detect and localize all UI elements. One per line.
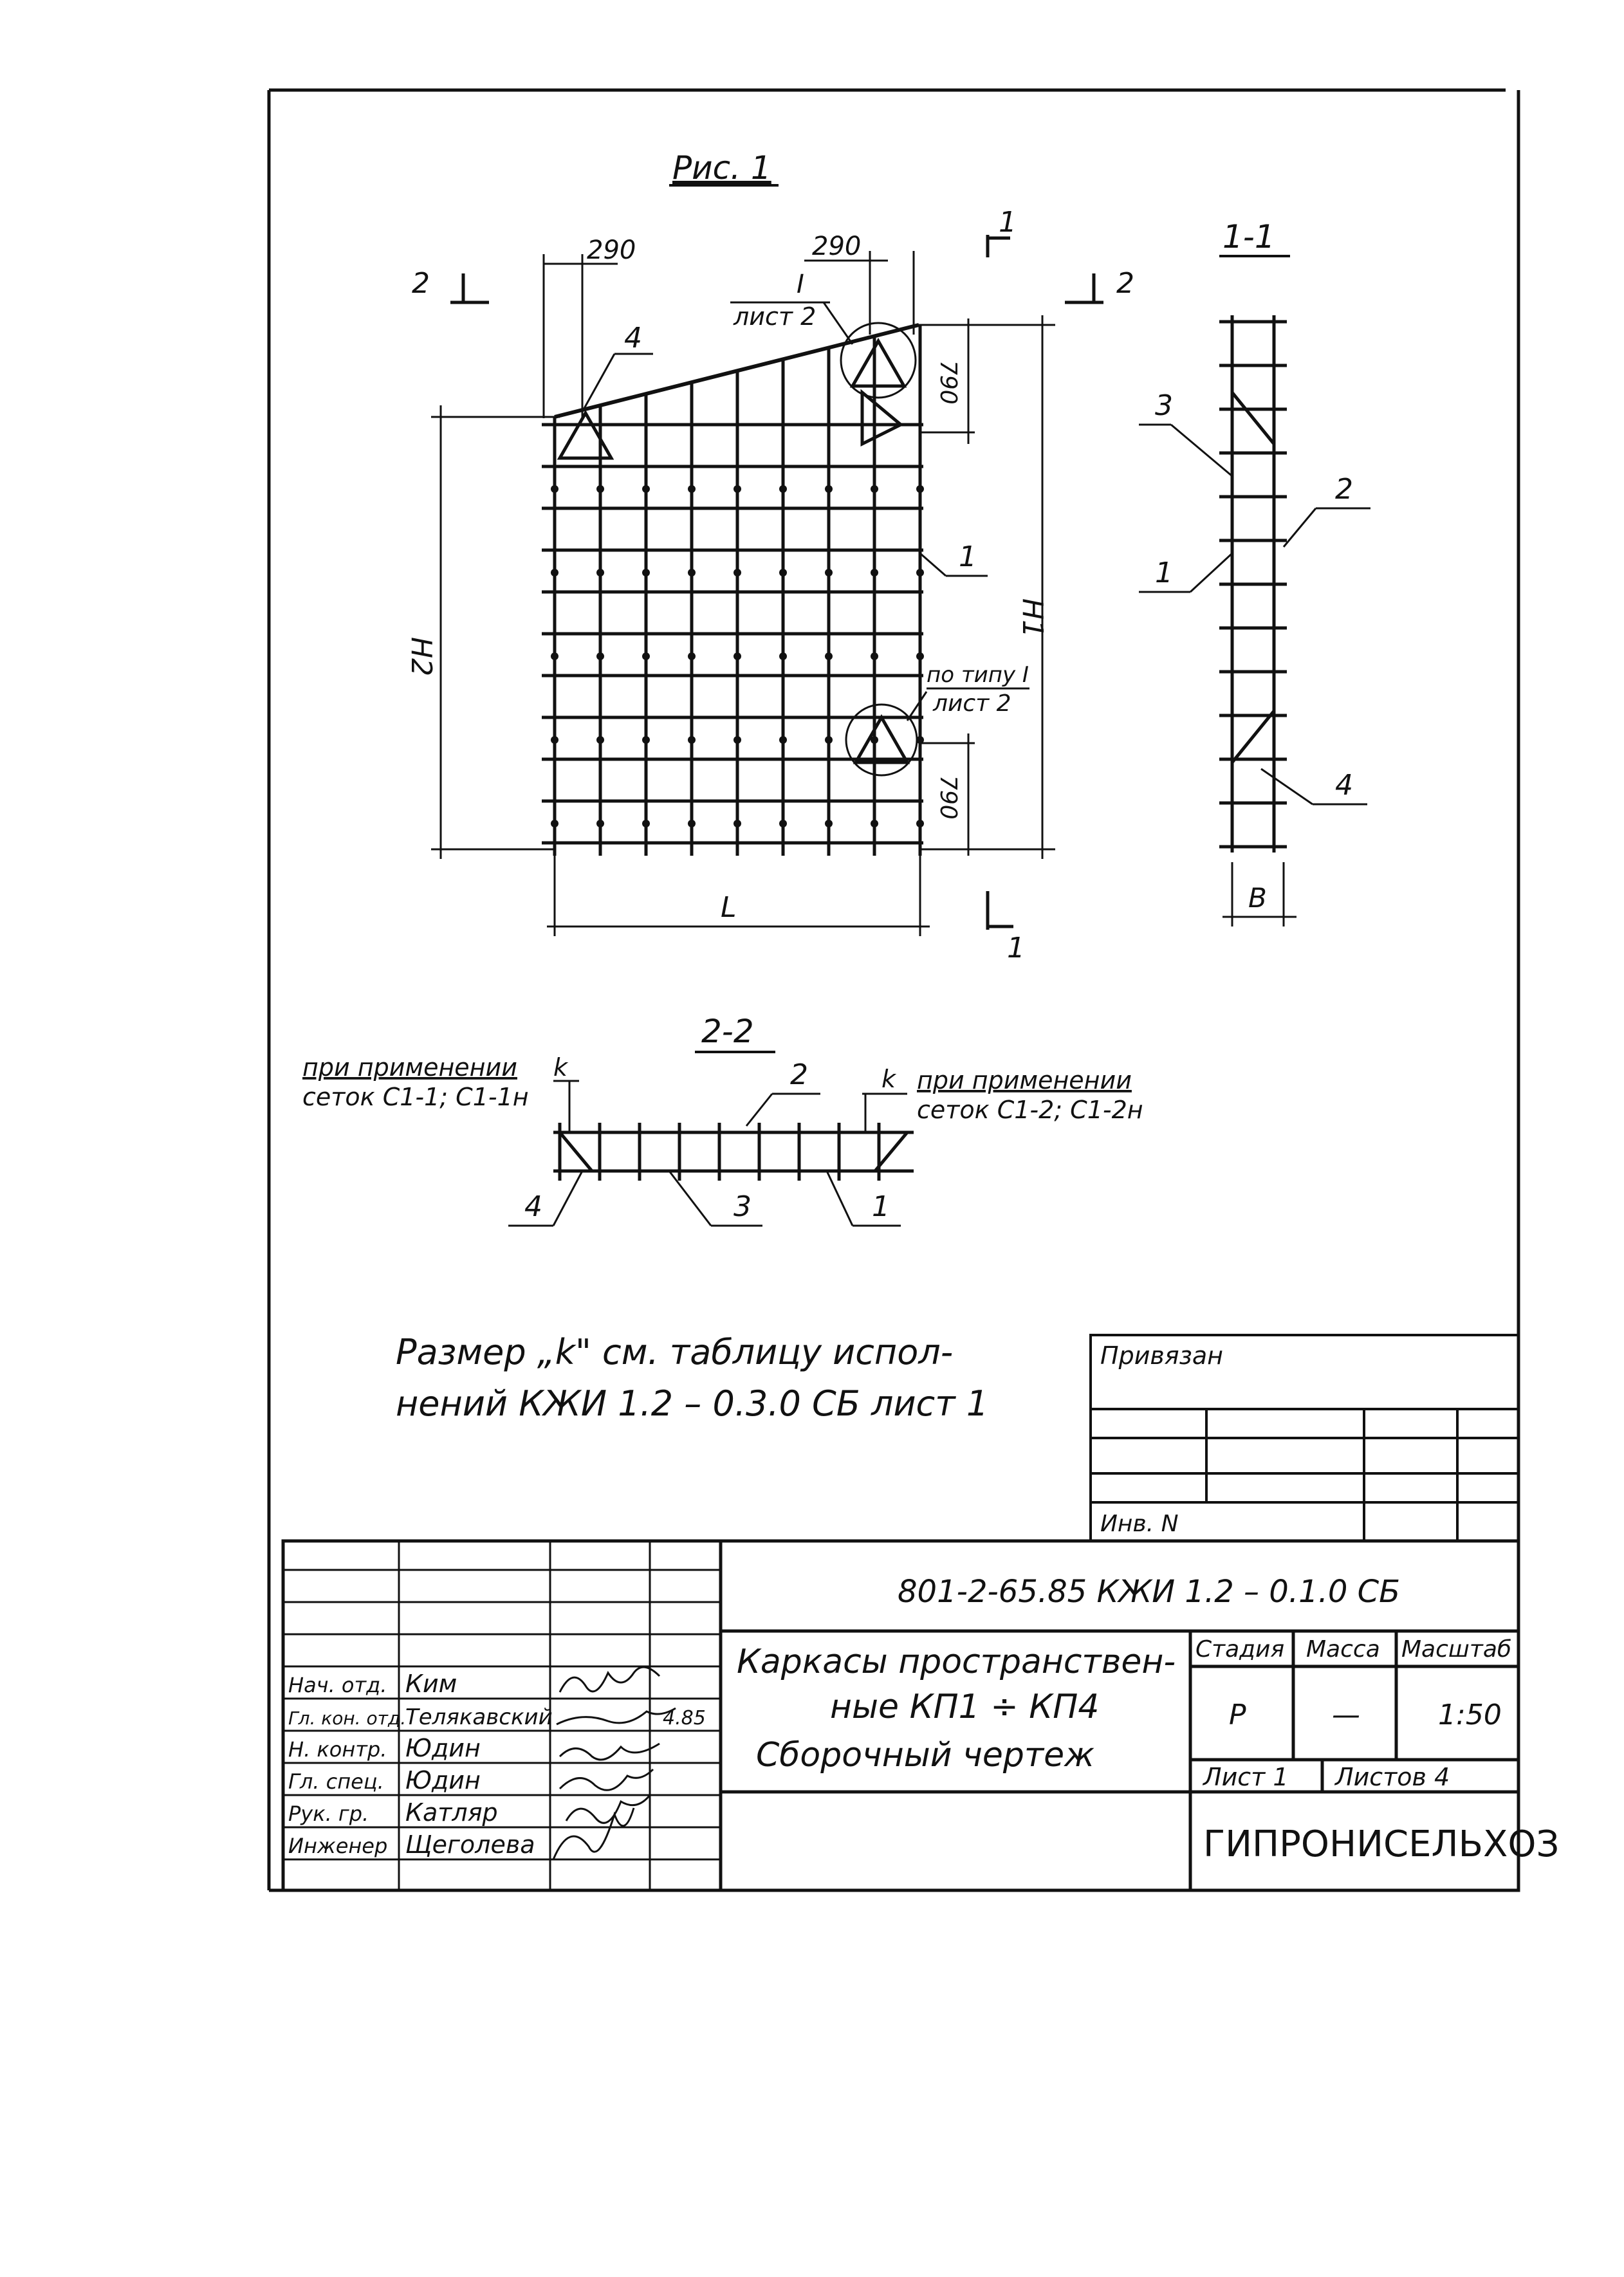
role-4: Рук. гр. bbox=[288, 1802, 369, 1826]
figure-pos-4: 4 bbox=[624, 322, 642, 355]
privyazan-title: Привязан bbox=[1100, 1341, 1223, 1370]
role-5: Инженер bbox=[288, 1834, 388, 1858]
signoff-date: 4.85 bbox=[663, 1707, 706, 1729]
mesh-weld-point bbox=[779, 820, 787, 827]
organisation: ГИПРОНИСЕЛЬХОЗ bbox=[1203, 1823, 1560, 1865]
dimension-290-right bbox=[804, 251, 914, 335]
mesh-weld-point bbox=[596, 485, 604, 493]
callout-by-type: по типу I bbox=[927, 662, 1029, 688]
mesh-weld-point bbox=[642, 736, 650, 744]
mesh-weld-point bbox=[551, 820, 558, 827]
mesh-weld-point bbox=[779, 736, 787, 744]
section-1-1-pos-3: 3 bbox=[1155, 389, 1173, 422]
dimension-l bbox=[547, 856, 930, 936]
section-2-2-title: 2-2 bbox=[701, 1013, 754, 1050]
sheet-frame bbox=[269, 90, 1518, 1890]
label-h2: H2 bbox=[405, 637, 438, 677]
role-3: Гл. спец. bbox=[288, 1769, 384, 1794]
figure-title: Рис. 1 bbox=[672, 149, 771, 187]
mesh-weld-point bbox=[825, 569, 833, 576]
mesh-weld-point bbox=[596, 736, 604, 744]
mesh-weld-point bbox=[596, 820, 604, 827]
doc-code: 801-2-65.85 КЖИ 1.2 – 0.1.0 СБ bbox=[898, 1574, 1401, 1610]
name-4: Катляр bbox=[405, 1798, 498, 1827]
mesh-weld-point bbox=[642, 820, 650, 827]
drawing-name-line-3: Сборочный чертеж bbox=[756, 1736, 1094, 1775]
mesh-weld-point bbox=[642, 485, 650, 493]
figure-pos-1: 1 bbox=[959, 540, 977, 573]
mesh-weld-point bbox=[825, 485, 833, 493]
corner-bracket-left bbox=[560, 413, 611, 458]
section-1-mark-top: 1 bbox=[999, 206, 1017, 239]
corner-bracket-bottom bbox=[856, 717, 907, 762]
stage-value: Р bbox=[1229, 1699, 1246, 1731]
section-cut-2-2-marks bbox=[450, 273, 1103, 302]
mass-header: Масса bbox=[1306, 1636, 1380, 1663]
dim-290-left: 290 bbox=[587, 235, 636, 265]
mesh-weld-point bbox=[916, 820, 924, 827]
mesh-weld-point bbox=[688, 652, 696, 660]
section-1-1-pos-2: 2 bbox=[1335, 473, 1353, 506]
name-5: Щеголева bbox=[405, 1830, 535, 1859]
section-2-2-ladder bbox=[553, 1123, 914, 1181]
role-1: Гл. кон. отд. bbox=[288, 1708, 407, 1729]
callout-by-type-sheet: лист 2 bbox=[933, 690, 1011, 717]
note-line-2: нений КЖИ 1.2 – 0.3.0 СБ лист 1 bbox=[396, 1383, 989, 1424]
section-2-2-right-note-1: при применении bbox=[917, 1066, 1132, 1094]
mesh-weld-point bbox=[642, 569, 650, 576]
mesh-weld-point bbox=[779, 485, 787, 493]
section-2-2-right-note-2: сеток С1-2; С1-2н bbox=[917, 1096, 1143, 1124]
privyazan-inv: Инв. N bbox=[1100, 1511, 1179, 1537]
mesh-weld-point bbox=[916, 569, 924, 576]
dim-290-right: 290 bbox=[812, 232, 862, 261]
name-2: Юдин bbox=[405, 1734, 481, 1762]
dim-790-bottom: 790 bbox=[935, 775, 961, 820]
mesh-weld-point bbox=[825, 820, 833, 827]
scale-header: Масштаб bbox=[1401, 1636, 1512, 1663]
corner-bracket-right-mid bbox=[862, 392, 901, 444]
section-1-mark-bottom: 1 bbox=[1007, 932, 1025, 964]
mesh-weld-point bbox=[642, 652, 650, 660]
section-2-2-pos-4: 4 bbox=[524, 1190, 542, 1223]
drawing-name-line-1: Каркасы пространствен- bbox=[737, 1643, 1176, 1681]
mesh-weld-point bbox=[734, 820, 741, 827]
mesh-weld-point bbox=[596, 569, 604, 576]
mesh-weld-point bbox=[688, 485, 696, 493]
mesh-weld-point bbox=[779, 569, 787, 576]
section-2-2-k-right: k bbox=[881, 1065, 896, 1093]
section-1-1-title: 1-1 bbox=[1223, 218, 1275, 255]
name-1: Телякавский bbox=[405, 1704, 553, 1730]
mesh-weld-point bbox=[688, 569, 696, 576]
dimension-h2 bbox=[431, 405, 560, 859]
mesh-weld-point bbox=[596, 652, 604, 660]
mesh-weld-point bbox=[825, 736, 833, 744]
mesh-weld-point bbox=[871, 569, 878, 576]
mesh-weld-point bbox=[916, 485, 924, 493]
mesh-weld-point bbox=[916, 652, 924, 660]
sheets-total: Листов 4 bbox=[1335, 1763, 1450, 1791]
label-h1: H1 bbox=[1016, 598, 1049, 638]
section-2-2-pos-2: 2 bbox=[790, 1058, 808, 1091]
scale-value: 1:50 bbox=[1438, 1699, 1502, 1731]
section-2-2-k-left: k bbox=[553, 1053, 568, 1082]
section-2-mark-right: 2 bbox=[1116, 267, 1134, 300]
mesh-weld-point bbox=[734, 569, 741, 576]
callout-detail-i: I bbox=[797, 270, 804, 299]
section-2-2-pos-3: 3 bbox=[734, 1190, 752, 1223]
mesh-weld-point bbox=[734, 652, 741, 660]
label-l: L bbox=[721, 891, 737, 924]
dimension-h1 bbox=[914, 315, 1055, 859]
section-cut-1-1-marks bbox=[988, 235, 1013, 930]
mesh-weld-point bbox=[551, 485, 558, 493]
section-2-mark-left: 2 bbox=[412, 267, 430, 300]
mesh-weld-point bbox=[825, 652, 833, 660]
drawing-name-line-2: ные КП1 ÷ КП4 bbox=[830, 1688, 1100, 1726]
name-3: Юдин bbox=[405, 1766, 481, 1794]
dimension-290-left bbox=[544, 254, 618, 418]
section-1-1-pos-4: 4 bbox=[1335, 769, 1353, 802]
mesh-weld-point bbox=[551, 652, 558, 660]
mesh-weld-point bbox=[688, 820, 696, 827]
name-0: Ким bbox=[405, 1670, 457, 1698]
stage-header: Стадия bbox=[1195, 1636, 1285, 1663]
role-2: Н. контр. bbox=[288, 1737, 387, 1762]
mesh-weld-point bbox=[734, 485, 741, 493]
section-1-1-ladder bbox=[1219, 315, 1287, 853]
mesh-weld-point bbox=[871, 820, 878, 827]
role-0: Нач. отд. bbox=[288, 1673, 387, 1697]
section-2-2-pos-1: 1 bbox=[872, 1190, 890, 1223]
mesh-weld-point bbox=[688, 736, 696, 744]
corner-bracket-right-top bbox=[853, 341, 904, 386]
mesh-weld-point bbox=[551, 569, 558, 576]
section-2-2-left-note-1: при применении bbox=[302, 1053, 517, 1082]
section-1-1-label-b: B bbox=[1248, 882, 1267, 914]
sheet-number: Лист 1 bbox=[1203, 1763, 1289, 1791]
mesh-weld-point bbox=[734, 736, 741, 744]
dim-790-top: 790 bbox=[935, 360, 961, 405]
mesh-weld-point bbox=[871, 485, 878, 493]
section-2-2-left-note-2: сеток С1-1; С1-1н bbox=[302, 1083, 529, 1111]
section-1-1-pos-1: 1 bbox=[1155, 557, 1173, 589]
mesh-weld-point bbox=[551, 736, 558, 744]
mesh-weld-point bbox=[779, 652, 787, 660]
mesh-weld-point bbox=[871, 652, 878, 660]
callout-detail-i-sheet: лист 2 bbox=[734, 302, 817, 331]
note-line-1: Размер „k" см. таблицу испол- bbox=[396, 1332, 954, 1372]
mass-value: — bbox=[1332, 1699, 1360, 1731]
